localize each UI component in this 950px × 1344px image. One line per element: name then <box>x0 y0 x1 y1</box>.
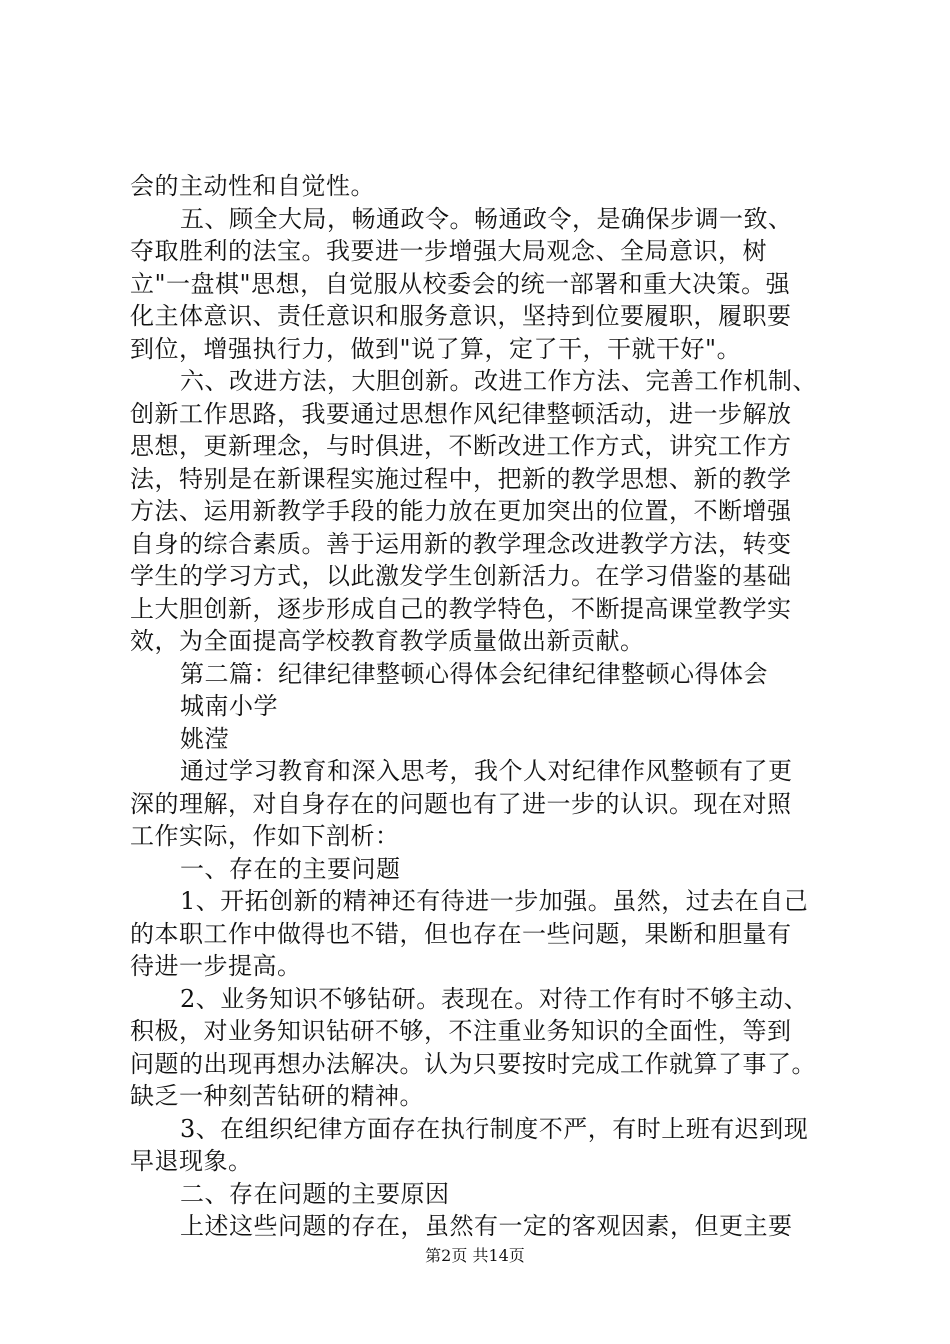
text-line: 五、顾全大局，畅通政令。畅通政令，是确保步调一致、 <box>180 204 793 233</box>
text-line: 自身的综合素质。善于运用新的教学理念改进教学方法，转变 <box>130 529 792 558</box>
text-line: 深的理解，对自身存在的问题也有了进一步的认识。现在对照 <box>130 789 792 818</box>
text-line: 法，特别是在新课程实施过程中，把新的教学思想、新的教学 <box>130 464 792 493</box>
document-body <box>130 170 850 1243</box>
text-line: 早退现象。 <box>130 1147 253 1175</box>
text-line: 上大胆创新，逐步形成自己的教学特色，不断提高课堂教学实 <box>130 594 792 623</box>
text-line: 学生的学习方式，以此激发学生创新活力。在学习借鉴的基础 <box>130 562 792 590</box>
text-line: 效，为全面提高学校教育教学质量做出新贡献。 <box>130 627 645 655</box>
text-line: 1、开拓创新的精神还有待进一步加强。虽然，过去在自己 <box>180 887 809 915</box>
text-line: 创新工作思路，我要通过思想作风纪律整顿活动，进一步解放 <box>130 399 792 428</box>
text-line: 一、存在的主要问题 <box>180 854 401 883</box>
text-line: 第二篇：纪律纪律整顿心得体会纪律纪律整顿心得体会 <box>180 659 768 688</box>
page-footer: 第2页 共14页 <box>425 1246 525 1265</box>
text-line: 化主体意识、责任意识和服务意识，坚持到位要履职，履职要 <box>130 302 792 330</box>
text-line: 城南小学 <box>180 692 278 720</box>
text-line: 工作实际，作如下剖析： <box>130 822 400 850</box>
text-line: 上述这些问题的存在，虽然有一定的客观因素，但更主要 <box>180 1212 793 1240</box>
text-line: 六、改进方法，大胆创新。改进工作方法、完善工作机制、 <box>180 367 817 395</box>
text-line: 积极，对业务知识钻研不够，不注重业务知识的全面性，等到 <box>130 1017 792 1045</box>
text-line: 的本职工作中做得也不错，但也存在一些问题，果断和胆量有 <box>130 919 792 948</box>
text-line: 姚滢 <box>180 724 229 753</box>
text-line: 思想，更新理念，与时俱进，不断改进工作方式，讲究工作方 <box>130 432 792 460</box>
text-line: 会的主动性和自觉性。 <box>130 172 375 200</box>
text-line: 缺乏一种刻苦钻研的精神。 <box>130 1082 424 1110</box>
text-line: 到位，增强执行力，做到"说了算，定了干，干就干好"。 <box>130 334 742 363</box>
text-line: 方法、运用新教学手段的能力放在更加突出的位置，不断增强 <box>130 497 792 525</box>
text-line: 通过学习教育和深入思考，我个人对纪律作风整顿有了更 <box>180 757 793 785</box>
text-line: 3、在组织纪律方面存在执行制度不严，有时上班有迟到现 <box>180 1114 809 1143</box>
text-line: 二、存在问题的主要原因 <box>180 1179 450 1208</box>
text-line: 问题的出现再想办法解决。认为只要按时完成工作就算了事了。 <box>130 1049 816 1078</box>
text-line: 夺取胜利的法宝。我要进一步增强大局观念、全局意识，树 <box>130 237 767 265</box>
text-line: 立"一盘棋"思想，自觉服从校委会的统一部署和重大决策。强 <box>130 269 791 298</box>
text-line: 2、业务知识不够钻研。表现在。对待工作有时不够主动、 <box>180 984 809 1013</box>
text-line: 待进一步提高。 <box>130 952 302 980</box>
